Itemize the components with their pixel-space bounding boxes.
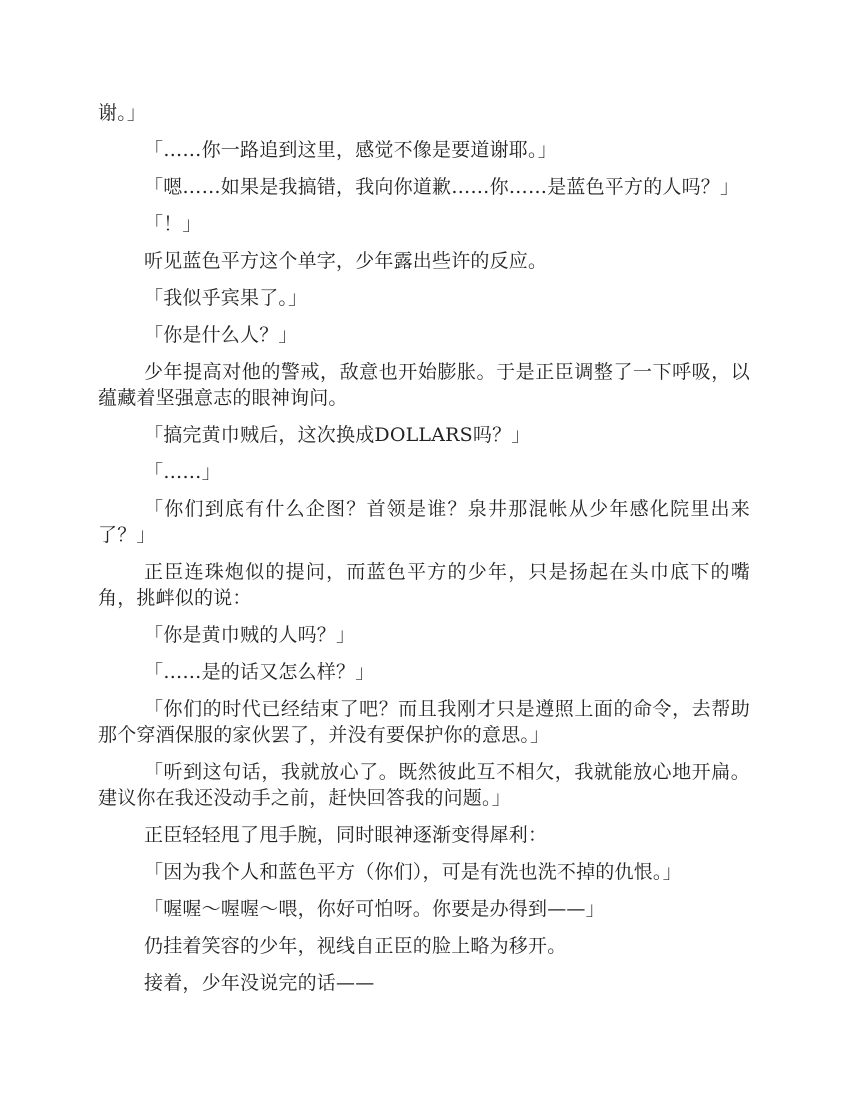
- paragraph-10: 「……」: [144, 461, 221, 483]
- paragraph-15: 「你们的时代已经结束了吧？而且我刚才只是遵照上面的命令，去帮助那个穿酒保服的家伙罢了，并没有要保护你的意思。」: [98, 698, 750, 746]
- paragraph-13: 「你是黄巾贼的人吗？」: [144, 624, 356, 646]
- paragraph-7: 「你是什么人？」: [144, 324, 298, 346]
- paragraph-1: 谢。」: [98, 102, 147, 124]
- paragraph-17: 正臣轻轻甩了甩手腕，同时眼神逐渐变得犀利：: [144, 824, 548, 846]
- paragraph-3: 「嗯……如果是我搞错，我向你道歉……你……是蓝色平方的人吗？」: [144, 176, 740, 198]
- paragraph-19: 「喔喔～喔喔～喂，你好可怕呀。你要是办得到——」: [144, 898, 605, 920]
- paragraph-16: 「听到这句话，我就放心了。既然彼此互不相欠，我就能放心地开扁。建议你在我还没动手之前，赶快回答我的问题。」: [98, 761, 750, 809]
- paragraph-6: 「我似乎宾果了。」: [144, 287, 308, 309]
- paragraph-18: 「因为我个人和蓝色平方（你们），可是有洗也洗不掉的仇恨。」: [144, 861, 682, 883]
- paragraph-12: 正臣连珠炮似的提问，而蓝色平方的少年，只是扬起在头巾底下的嘴角，挑衅似的说：: [98, 561, 750, 609]
- paragraph-11: 「你们到底有什么企图？首领是谁？泉井那混帐从少年感化院里出来了？」: [98, 498, 750, 546]
- paragraph-14: 「……是的话又怎么样？」: [144, 661, 375, 683]
- paragraph-21: 接着，少年没说完的话——: [144, 972, 375, 994]
- document-page: [98, 100, 750, 1007]
- paragraph-8: 少年提高对他的警戒，敌意也开始膨胀。于是正臣调整了一下呼吸，以蕴藏着坚强意志的眼神询问。: [98, 361, 750, 409]
- paragraph-5: 听见蓝色平方这个单字，少年露出些许的反应。: [144, 250, 548, 272]
- paragraph-9: 「搞完黄巾贼后，这次换成DOLLARS吗？」: [144, 424, 531, 446]
- paragraph-4: 「！」: [144, 213, 202, 235]
- paragraph-20: 仍挂着笑容的少年，视线自正臣的脸上略为移开。: [144, 935, 567, 957]
- paragraph-2: 「……你一路追到这里，感觉不像是要道谢耶。」: [144, 139, 557, 161]
